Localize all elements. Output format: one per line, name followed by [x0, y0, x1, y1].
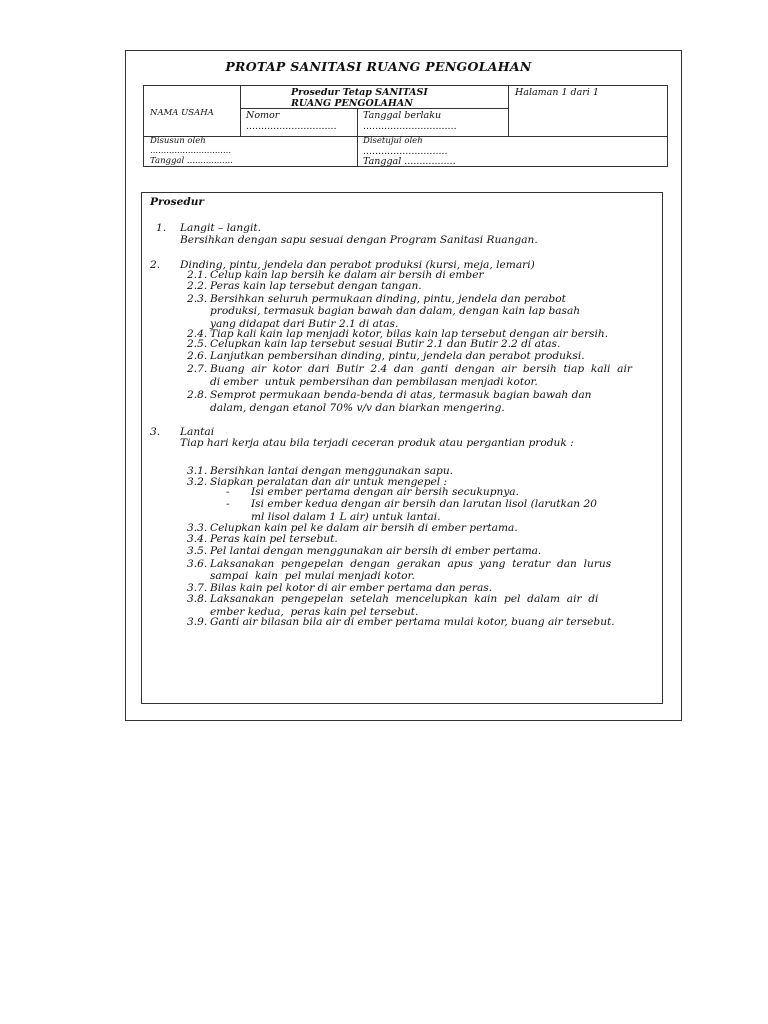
procedure-item-text: Bilas kain pel kotor di air ember pertama dan peras. [210, 582, 493, 594]
procedure-item-number: 3.2. [187, 476, 208, 488]
procedure-item-text: Laksanakan pengepelan dengan gerakan apus yang teratur dan lurus [210, 558, 612, 570]
procedure-item-text: Isi ember pertama dengan air bersih secukupnya. [251, 486, 519, 498]
tanggal-berlaku-value: ............................... [363, 121, 457, 132]
procedure-item-text: Tiap kali kain lap menjadi kotor, bilas kain lap tersebut dengan air bersih. [210, 328, 609, 340]
procedure-item-text: Bersihkan lantai dengan menggunakan sapu. [210, 465, 454, 477]
procedure-item-number: 2.3. [187, 293, 208, 305]
procedure-item-number: - [226, 486, 230, 498]
procedure-item-text: Peras kain pel tersebut. [210, 533, 338, 545]
nama-usaha-label: NAMA USAHA [150, 108, 214, 118]
nomor-label: Nomor [246, 110, 280, 121]
procedure-item-text: produksi, termasuk bagian bawah dan dalam, dengan kain lap basah [210, 305, 581, 317]
procedure-item-text: Bersihkan seluruh permukaan dinding, pintu, jendela dan perabot [210, 293, 566, 305]
nomor-value: .............................. [246, 121, 337, 132]
prosedur-title-line1: Prosedur Tetap SANITASI [291, 87, 428, 98]
procedure-item-number: 2.1. [187, 269, 208, 281]
procedure-item-text: Peras kain lap tersebut dengan tangan. [210, 280, 422, 292]
disetujui-tanggal: Tanggal ................. [363, 156, 456, 167]
procedure-item-text: Isi ember kedua dengan air bersih dan larutan lisol (larutkan 20 [251, 498, 597, 510]
procedure-item-text: Lanjutkan pembersihan dinding, pintu, jendela dan perabot produksi. [210, 350, 585, 362]
procedure-heading: Prosedur [150, 196, 205, 208]
procedure-item-text: Buang air kotor dari Butir 2.4 dan ganti dengan air bersih tiap kali air [210, 363, 632, 375]
procedure-item-text: Tiap hari kerja atau bila terjadi ceceran produk atau pergantian produk : [180, 437, 574, 449]
procedure-item-number: 2.4. [187, 328, 208, 340]
disusun-tanggal: Tanggal ................. [150, 156, 233, 166]
header-divider [357, 108, 358, 167]
procedure-item-number: 3.5. [187, 545, 208, 557]
procedure-item-text: di ember untuk pembersihan dan pembilasan menjadi kotor. [210, 376, 538, 388]
procedure-item-text: Siapkan peralatan dan air untuk mengepel : [210, 476, 448, 488]
procedure-item-text: Semprot permukaan benda-benda di atas, termasuk bagian bawah dan [210, 389, 592, 401]
procedure-item-number: 2.2. [187, 280, 208, 292]
disusun-value: .............................. [150, 146, 232, 156]
procedure-item-number: 2.6. [187, 350, 208, 362]
procedure-item-number: 3. [150, 426, 161, 438]
procedure-item-number: 3.8. [187, 593, 208, 605]
procedure-item-number: 3.9. [187, 616, 208, 628]
prosedur-title-line2: RUANG PENGOLAHAN [291, 98, 413, 109]
procedure-item-text: Celupkan kain lap tersebut sesuai Butir 2.1 dan Butir 2.2 di atas. [210, 338, 561, 350]
procedure-item-number: 3.6. [187, 558, 208, 570]
header-divider [508, 85, 509, 136]
procedure-item-number: 2. [150, 259, 161, 271]
procedure-item-text: Celupkan kain pel ke dalam air bersih di ember pertama. [210, 522, 518, 534]
procedure-item-text: Lantai [180, 426, 215, 438]
procedure-item-number: 3.1. [187, 465, 208, 477]
procedure-item-text: Laksanakan pengepelan setelah mencelupkan kain pel dalam air di [210, 593, 599, 605]
header-divider [240, 85, 241, 136]
document-title: PROTAP SANITASI RUANG PENGOLAHAN [225, 59, 532, 74]
disusun-label: Disusun oleh [150, 136, 206, 146]
halaman-label: Halaman 1 dari 1 [515, 87, 599, 98]
procedure-item-number: 3.4. [187, 533, 208, 545]
procedure-item-number: 2.8. [187, 389, 208, 401]
procedure-item-text: yang didapat dari Butir 2.1 di atas. [210, 318, 399, 330]
procedure-item-text: Langit – langit. [180, 222, 261, 234]
procedure-item-number: 2.5. [187, 338, 208, 350]
disetujui-value: ............................ [363, 146, 448, 157]
procedure-item-text: ml lisol dalam 1 L air) untuk lantai. [251, 511, 441, 523]
tanggal-berlaku-label: Tanggal berlaku [363, 110, 442, 121]
procedure-item-text: Bersihkan dengan sapu sesuai dengan Program Sanitasi Ruangan. [180, 234, 538, 246]
procedure-item-text: ember kedua, peras kain pel tersebut. [210, 606, 419, 618]
procedure-item-text: Pel lantai dengan menggunakan air bersih di ember pertama. [210, 545, 542, 557]
procedure-item-text: Dinding, pintu, jendela dan perabot produksi (kursi, meja, lemari) [180, 259, 535, 271]
procedure-item-text: dalam, dengan etanol 70% v/v dan biarkan mengering. [210, 402, 505, 414]
procedure-item-number: 1. [156, 222, 167, 234]
procedure-item-number: 3.7. [187, 582, 208, 594]
procedure-item-text: sampai kain pel mulai menjadi kotor. [210, 570, 415, 582]
procedure-item-text: Celup kain lap bersih ke dalam air bersih di ember [210, 269, 484, 281]
procedure-item-number: - [226, 498, 230, 510]
procedure-item-number: 2.7. [187, 363, 208, 375]
procedure-item-text: Ganti air bilasan bila air di ember pertama mulai kotor, buang air tersebut. [210, 616, 615, 628]
disetujui-label: Disetujui oleh [363, 136, 423, 146]
procedure-item-number: 3.3. [187, 522, 208, 534]
